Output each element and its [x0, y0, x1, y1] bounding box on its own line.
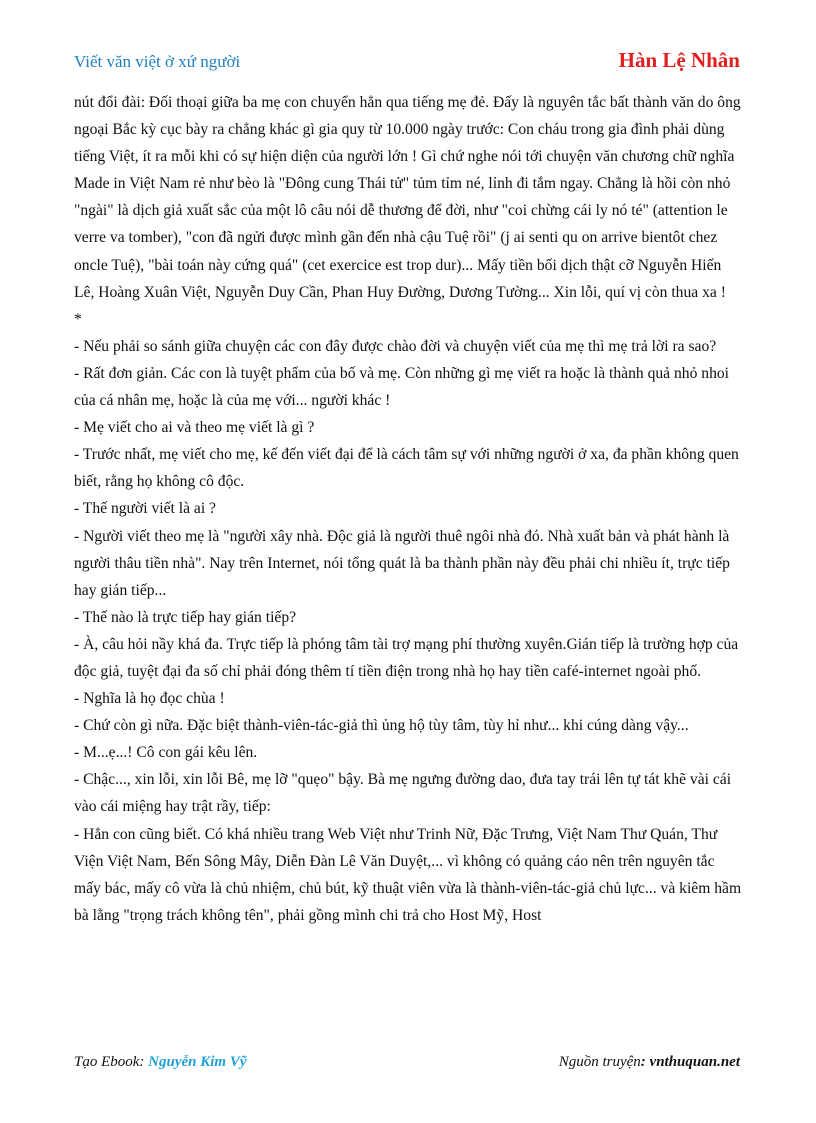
ebook-credit: [74, 1054, 247, 1071]
section-separator: *: [74, 310, 82, 328]
paragraph: nút đổi đài: Đối thoại giữa ba mẹ con chuyển hẳn qua tiếng mẹ đẻ. Đấy là nguyên tắc bất thành văn do ông ngoại Bắc kỳ cục bày ra chẳng khác gì gia quy từ 10.000 ngày trước: Con cháu trong gia đình phải dùng tiếng Việt, ít ra mỗi khi có sự hiện diện của người lớn ! Gì chứ nghe nói tới chuyện văn chương chữ nghĩa Made in Việt Nam rẻ như bèo là "Đông cung Thái tử" tủm tỉm né, lỉnh đi tắm ngay. Chẳng là hồi còn nhỏ "ngài" là dịch giả xuất sắc của một lô câu nói dễ thương để đời, như "coi chừng cái ly nó té" (attention le verre va tomber), "con đã ngửi được mình gần đến nhà cậu Tuệ rồi" (j ai senti qu on arrive bientôt chez oncle Tuệ), "bài toán này cứng quá" (cet exercice est trop dur)... Mấy tiền bối dịch thật cỡ Nguyễn Hiến Lê, Hoàng Xuân Việt, Nguyễn Duy Cần, Phan Huy Đường, Dương Tường... Xin lỗi, quí vị còn thua xa !: [74, 94, 741, 301]
source-label: Nguồn truyện: [558, 1054, 641, 1070]
paragraph: - Nghĩa là họ đọc chùa !: [74, 690, 225, 708]
paragraph: - À, câu hỏi nầy khá đa. Trực tiếp là phóng tâm tài trợ mạng phí thường xuyên.Gián tiếp là trường hợp của độc giả, tuyệt đại đa số chỉ phải đóng thêm tí tiền điện trong nhà họ hay tiền café-internet ngoài phố.: [74, 635, 739, 680]
paragraph: - M...ẹ...! Cô con gái kêu lên.: [74, 744, 258, 762]
source-site-link[interactable]: vnthuquan.net: [649, 1054, 740, 1070]
paragraph: - Thế nào là trực tiếp hay gián tiếp?: [74, 608, 297, 626]
creator-name: Nguyễn Kim Vỹ: [148, 1054, 247, 1070]
paragraph: - Nếu phải so sánh giữa chuyện các con đây được chào đời và chuyện viết của mẹ thì mẹ trả lời ra sao?: [74, 337, 717, 355]
book-title: Viết văn việt ở xứ người: [74, 52, 241, 71]
author-name: Hàn Lệ Nhân: [618, 48, 740, 72]
creator-separator: :: [139, 1054, 149, 1070]
source-credit: [559, 1054, 740, 1071]
paragraph: - Thế người viết là ai ?: [74, 500, 216, 518]
paragraph: - Người viết theo mẹ là "người xây nhà. Độc giả là người thuê ngôi nhà đó. Nhà xuất bản và phát hành là người thâu tiền nhà". Nay trên Internet, nói tổng quát là ba thành phần này đều phải chi nhiều ít, trực tiếp hay gián tiếp...: [74, 527, 730, 599]
paragraph: - Chậc..., xin lỗi, xin lỗi Bê, mẹ lỡ "quẹo" bậy. Bà mẹ ngưng đường dao, đưa tay trái lên tự tát khẽ vài cái vào cái miệng hay trật rầy, tiếp:: [74, 771, 732, 816]
paragraph: - Chứ còn gì nữa. Đặc biệt thành-viên-tác-giả thì ủng hộ tùy tâm, tùy hỉ như... khi cúng dàng vậy...: [74, 717, 689, 735]
paragraph: - Trước nhất, mẹ viết cho mẹ, kế đến viết đại để là cách tâm sự với những người ở xa, đa phần không quen biết, rằng họ không cô độc.: [74, 446, 739, 491]
page-body: [74, 89, 742, 929]
creator-label: Tạo Ebook: [74, 1054, 140, 1070]
paragraph: - Mẹ viết cho ai và theo mẹ viết là gì ?: [74, 419, 315, 437]
page-footer: [74, 1054, 740, 1076]
page-header: [74, 48, 740, 78]
paragraph: - Hẳn con cũng biết. Có khá nhiều trang Web Việt như Trinh Nữ, Đặc Trưng, Việt Nam Thư Quán, Thư Viện Việt Nam, Bến Sông Mây, Diễn Đàn Lê Văn Duyệt,... vì không có quảng cáo nên trên nguyên tắc mấy bác, mấy cô vừa là chủ nhiệm, chủ bút, kỹ thuật viên vừa là thành-viên-tác-giả chủ lực... và kiêm hầm bà lằng "trọng trách không tên", phải gồng mình chi trả cho Host Mỹ, Host: [74, 825, 742, 924]
source-separator: :: [640, 1054, 650, 1070]
paragraph: - Rất đơn giản. Các con là tuyệt phẩm của bố và mẹ. Còn những gì mẹ viết ra hoặc là thành quả nhỏ nhoi của cá nhân mẹ, hoặc là của mẹ với... người khác !: [74, 364, 730, 410]
